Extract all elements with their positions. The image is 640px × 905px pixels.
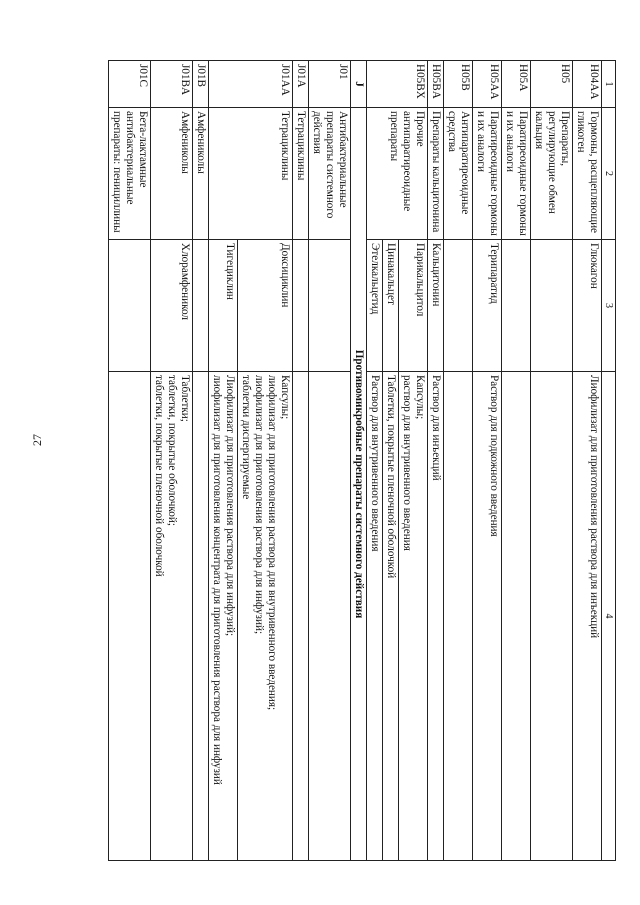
row-drug: Доксициклин <box>238 240 293 372</box>
row-drug: Этелкальцетид <box>367 240 383 372</box>
header-col-4: 4 <box>602 372 616 861</box>
row-forms <box>309 372 351 861</box>
table-row <box>428 61 444 861</box>
row-drug <box>309 240 351 372</box>
table-row <box>193 61 209 861</box>
row-forms <box>367 372 383 861</box>
row-forms <box>383 372 399 861</box>
row-drug: Терипаратид <box>473 240 502 372</box>
header-col-1: 1 <box>602 61 616 108</box>
page-number: 27 <box>30 434 44 446</box>
row-code: J01A <box>293 61 309 108</box>
row-forms <box>502 372 531 861</box>
drug-table <box>108 60 616 861</box>
row-drug <box>444 240 473 372</box>
row-drug <box>109 240 151 372</box>
form-line: Раствор для внутривенного введения <box>369 375 381 552</box>
row-forms <box>399 372 428 861</box>
row-code: H05BX <box>367 61 428 108</box>
form-line: Раствор для подкожного введения <box>488 375 500 537</box>
row-drug <box>293 240 309 372</box>
row-code: H05 <box>531 61 573 108</box>
row-forms <box>151 372 193 861</box>
form-line: Раствор для инъекций <box>430 375 442 481</box>
row-group: Амфениколы <box>193 108 209 240</box>
table-row <box>531 61 573 861</box>
table-row <box>109 61 151 861</box>
table-row <box>573 61 602 861</box>
row-group: Тетрациклины <box>293 108 309 240</box>
row-group: Прочие антипаратиреоидные препараты <box>367 108 428 240</box>
table-row <box>351 61 367 861</box>
table-body <box>109 61 602 861</box>
form-line: Лиофилизат для приготовления раствора для инъекций <box>588 375 600 639</box>
form-line: Таблетки, покрытые пленочной оболочкой <box>385 375 397 579</box>
row-forms <box>238 372 293 861</box>
drug-table-container <box>106 60 616 860</box>
row-group: Тетрациклины <box>209 108 293 240</box>
form-line: Лиофилизат для приготовления раствора для инфузий; <box>224 375 236 637</box>
form-line: раствор для внутривенного введения <box>401 375 413 551</box>
header-col-2: 2 <box>602 108 616 240</box>
table-row <box>444 61 473 861</box>
row-forms <box>444 372 473 861</box>
row-drug <box>531 240 573 372</box>
table-row <box>293 61 309 861</box>
table-row <box>238 61 293 861</box>
row-forms <box>428 372 444 861</box>
row-drug: Хлорамфеникол <box>151 240 193 372</box>
form-line: Капсулы; <box>414 375 426 420</box>
form-line: лиофилизат для приготовления концентрата для приготовления раствора для инфузий <box>211 375 223 785</box>
row-group: Амфениколы <box>151 108 193 240</box>
form-line: лиофилизат для приготовления раствора для внутривенного введения; <box>266 375 278 711</box>
row-drug: Кальцитонин <box>428 240 444 372</box>
row-forms <box>473 372 502 861</box>
form-line: таблетки, покрытые оболочкой; <box>166 375 178 526</box>
row-forms <box>293 372 309 861</box>
table-row <box>309 61 351 861</box>
row-code: J01 <box>309 61 351 108</box>
form-line: лиофилизат для приготовления раствора для инфузий; <box>253 375 265 635</box>
row-group: Препараты, регулирующие обмен кальция <box>531 108 573 240</box>
table-row <box>502 61 531 861</box>
row-code: J01AA <box>209 61 293 108</box>
row-forms <box>193 372 209 861</box>
row-forms <box>209 372 238 861</box>
row-code: H05BA <box>428 61 444 108</box>
row-drug: Тигециклин <box>209 240 238 372</box>
header-row <box>602 61 616 861</box>
row-code: J01BA <box>151 61 193 108</box>
row-code: J <box>351 61 367 108</box>
table-row <box>399 61 428 861</box>
form-line: Таблетки; <box>179 375 191 422</box>
form-line: таблетки, покрытые пленочной оболочкой <box>153 375 165 577</box>
row-drug <box>193 240 209 372</box>
form-line: таблетки диспергируемые <box>240 375 252 500</box>
row-forms <box>531 372 573 861</box>
row-group: Гормоны, расщепляющие гликоген <box>573 108 602 240</box>
row-code: J01B <box>193 61 209 108</box>
row-code: H04AA <box>573 61 602 108</box>
header-col-3: 3 <box>602 240 616 372</box>
row-group: Бета-лактамные антибактериальные препараты: пенициллины <box>109 108 151 240</box>
row-code: H05B <box>444 61 473 108</box>
row-code: H05AA <box>473 61 502 108</box>
row-code: H05A <box>502 61 531 108</box>
row-code: J01C <box>109 61 151 108</box>
row-group: Паратиреоидные гормоны и их аналоги <box>502 108 531 240</box>
table-row <box>473 61 502 861</box>
row-group: Препараты кальцитонина <box>428 108 444 240</box>
table-row <box>151 61 193 861</box>
row-drug: Парикальцитол <box>399 240 428 372</box>
row-drug: Глюкагон <box>573 240 602 372</box>
row-group: Антибактериальные препараты системного действия <box>309 108 351 240</box>
row-group: Антипаратиреоидные средства <box>444 108 473 240</box>
row-drug <box>502 240 531 372</box>
row-drug: Цинакальцет <box>383 240 399 372</box>
row-group: Паратиреоидные гормоны и их аналоги <box>473 108 502 240</box>
form-line: Капсулы; <box>279 375 291 420</box>
section-title: Противомикробные препараты системного действия <box>351 108 367 861</box>
row-forms <box>109 372 151 861</box>
row-forms <box>573 372 602 861</box>
